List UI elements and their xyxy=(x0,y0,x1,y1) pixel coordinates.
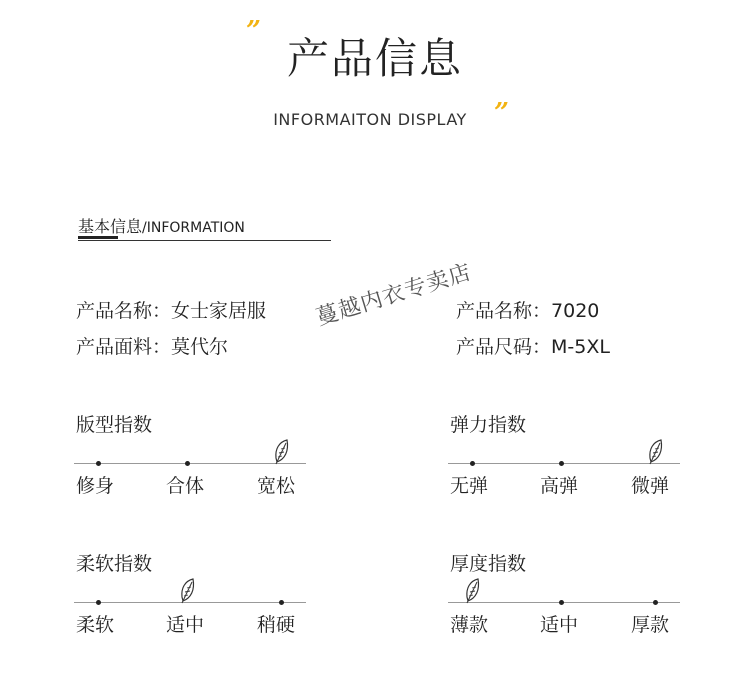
scale-dot xyxy=(96,461,101,466)
scale-option-label: 薄款 xyxy=(450,614,489,636)
scale-option-label: 合体 xyxy=(166,475,205,497)
scale-option-label: 微弹 xyxy=(631,475,670,497)
scale-option-label: 柔软 xyxy=(76,614,115,636)
scale-track xyxy=(74,463,306,497)
quote-mark-right: ” xyxy=(494,98,509,128)
info-row-size xyxy=(456,332,610,359)
scale-option-label: 修身 xyxy=(76,475,115,497)
page-subtitle: INFORMAITON DISPLAY xyxy=(273,110,467,129)
info-value: 7020 xyxy=(551,300,600,322)
scale-title: 弹力指数 xyxy=(450,414,527,436)
scale-title: 柔软指数 xyxy=(76,553,153,575)
info-row-name xyxy=(76,296,266,323)
scale-dot xyxy=(470,461,475,466)
feather-icon xyxy=(647,439,665,469)
scale-option-label: 稍硬 xyxy=(257,614,296,636)
scale-title: 版型指数 xyxy=(76,414,153,436)
scale-option-label: 适中 xyxy=(540,614,579,636)
section-title-en: /INFORMATION xyxy=(142,220,245,236)
scale-dot xyxy=(185,461,190,466)
section-heading xyxy=(78,214,245,237)
scale-dot xyxy=(559,461,564,466)
section-divider xyxy=(78,240,331,241)
scale-track xyxy=(448,463,680,497)
quote-mark-left: ” xyxy=(246,16,261,46)
info-value: 女士家居服 xyxy=(171,300,267,322)
scale-dot xyxy=(559,600,564,605)
page-title: 产品信息 xyxy=(286,34,463,83)
info-label: 产品名称： xyxy=(76,300,172,322)
scale-option-label: 厚款 xyxy=(631,614,670,636)
feather-icon xyxy=(273,439,291,469)
info-label: 产品面料： xyxy=(76,336,172,358)
info-value: M-5XL xyxy=(551,336,610,358)
scale-option-label: 适中 xyxy=(166,614,205,636)
scale-dot xyxy=(279,600,284,605)
store-watermark: 蔓越内衣专卖店 xyxy=(313,259,475,331)
scale-track xyxy=(448,602,680,636)
feather-icon xyxy=(179,578,197,608)
info-label: 产品名称： xyxy=(456,300,552,322)
scale-title: 厚度指数 xyxy=(450,553,527,575)
info-row-fabric xyxy=(76,332,228,359)
info-value: 莫代尔 xyxy=(171,336,229,358)
info-row-model xyxy=(456,296,599,323)
scale-option-label: 无弹 xyxy=(450,475,489,497)
info-label: 产品尺码： xyxy=(456,336,552,358)
scale-option-label: 宽松 xyxy=(257,475,296,497)
scale-dot xyxy=(653,600,658,605)
section-title-cn: 基本信息 xyxy=(78,217,143,236)
scale-option-label: 高弹 xyxy=(540,475,579,497)
scale-track xyxy=(74,602,306,636)
scale-dot xyxy=(96,600,101,605)
feather-icon xyxy=(464,578,482,608)
section-underline-accent xyxy=(78,236,118,239)
